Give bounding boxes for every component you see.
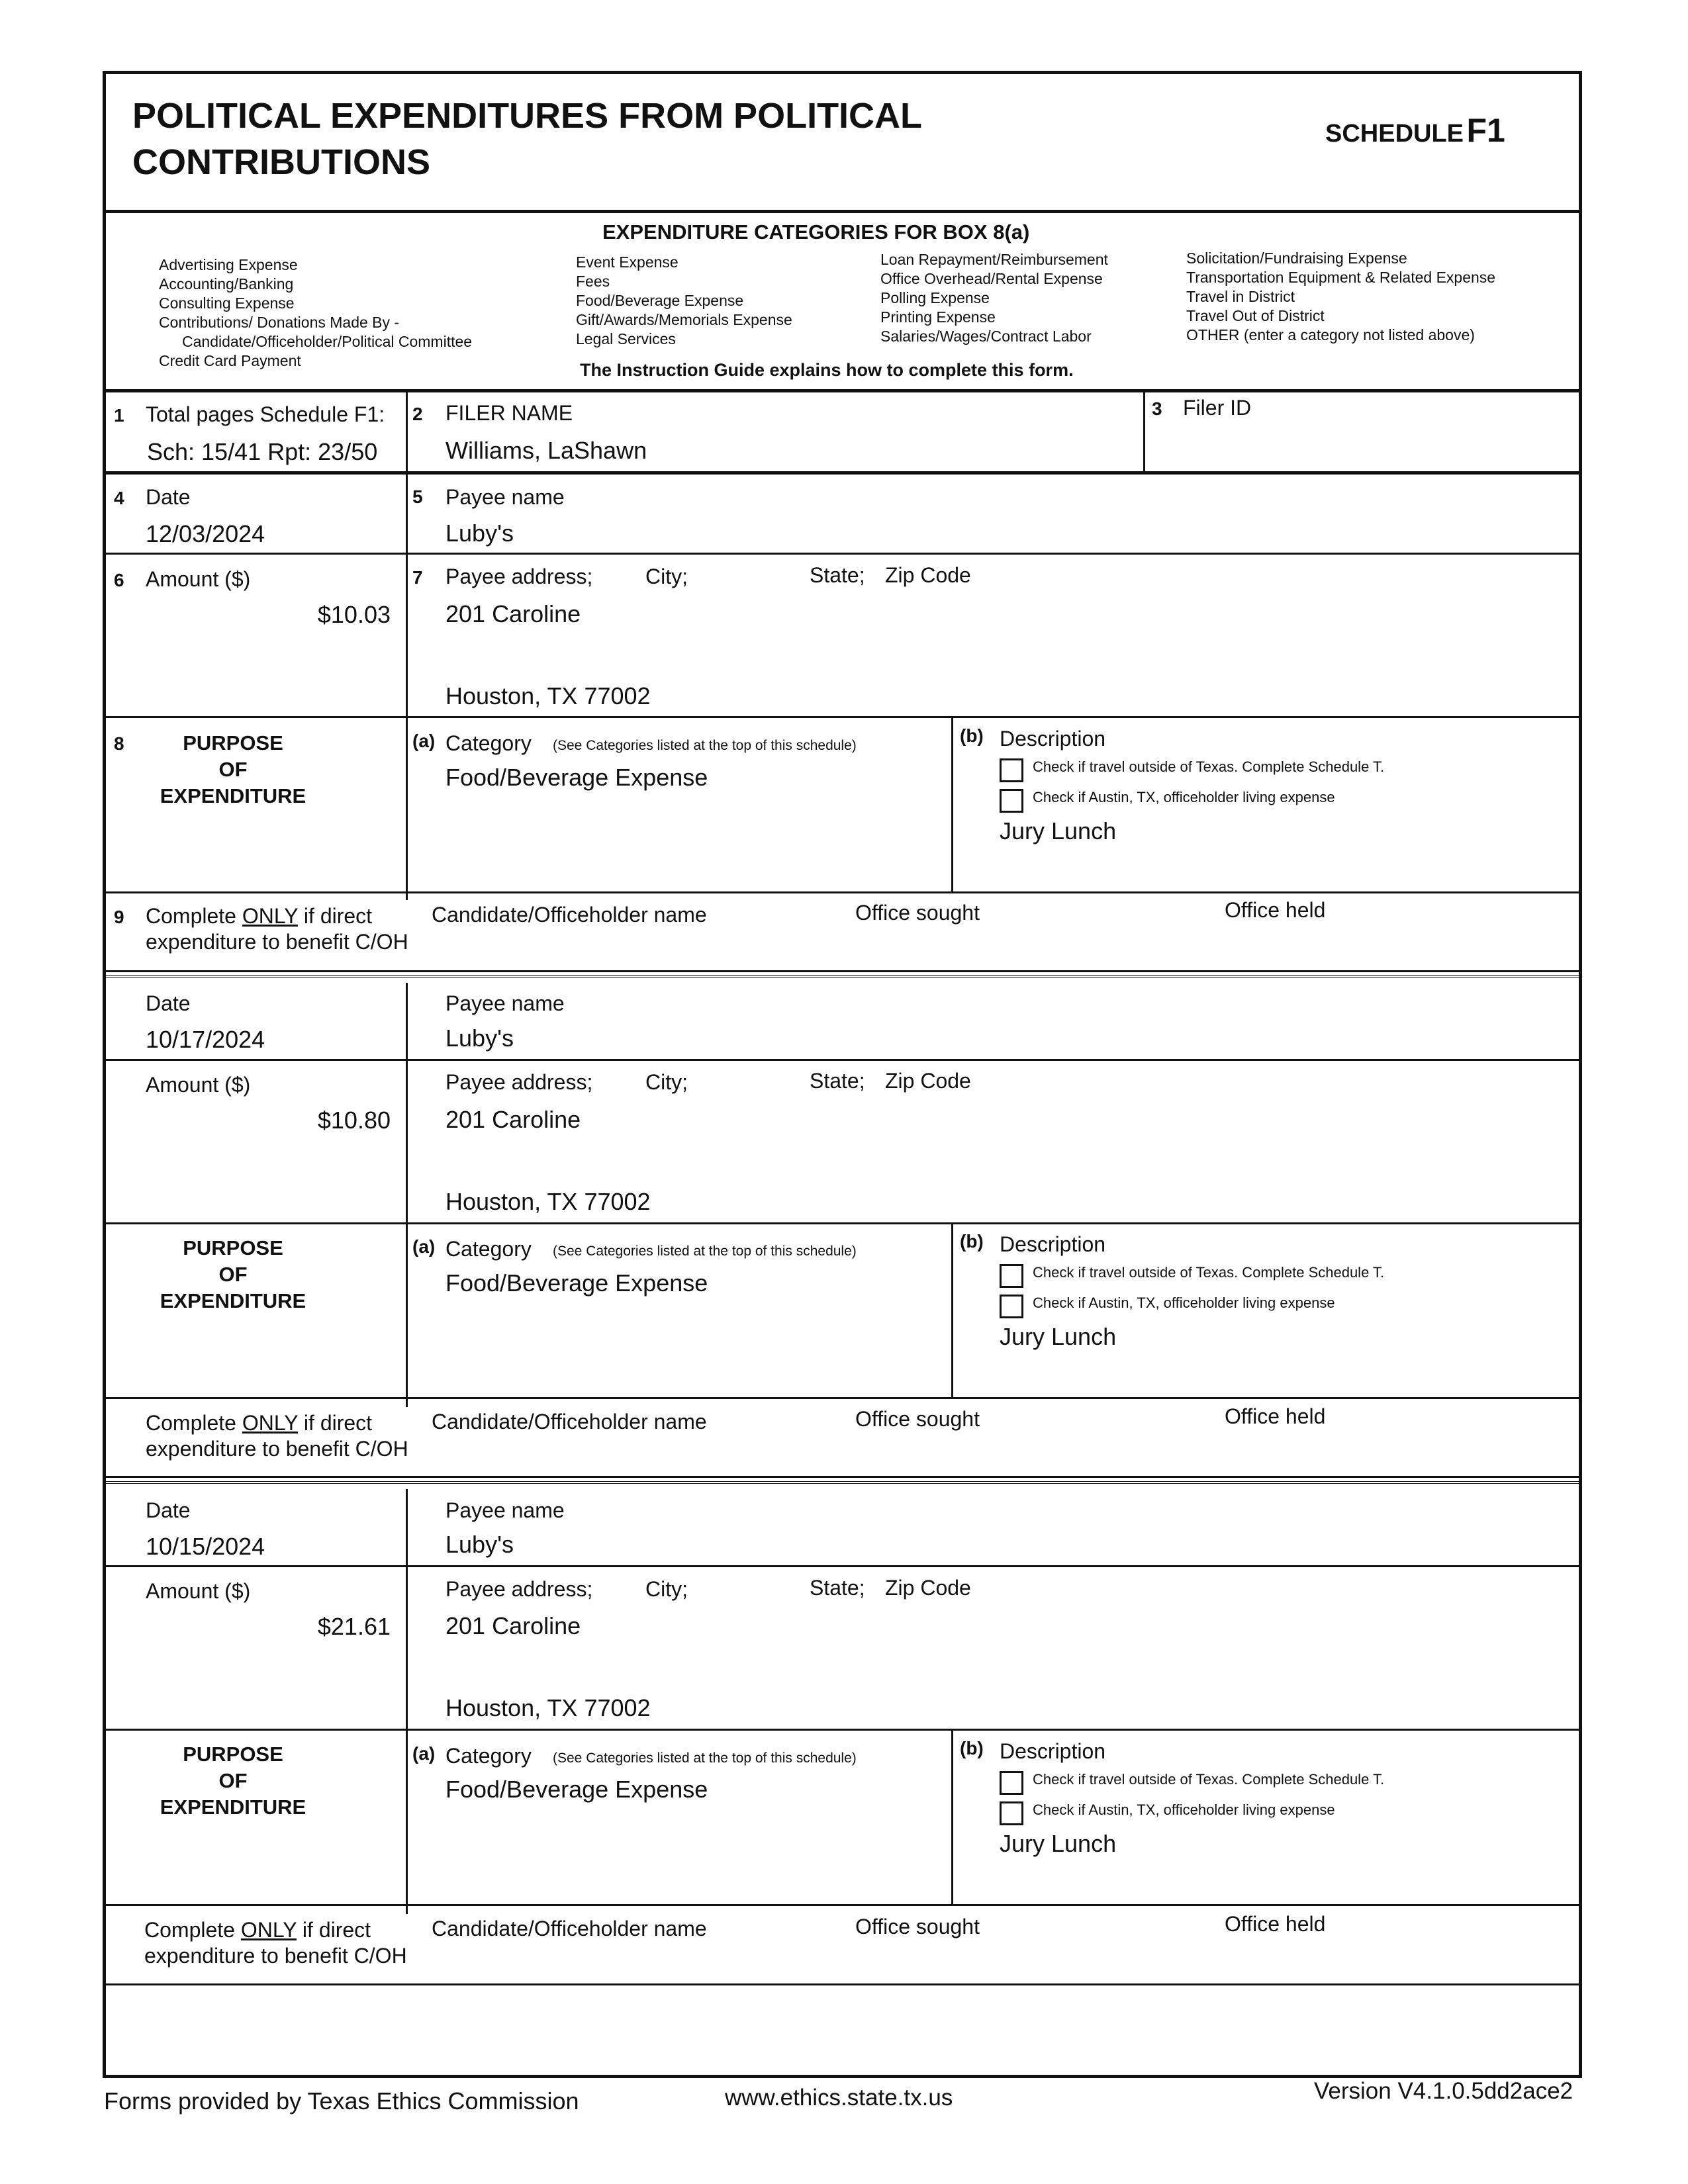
purpose-line: OF [218, 1769, 248, 1792]
payee-address-value[interactable]: 201 Caroline [445, 600, 581, 627]
complete-only-note-line2: expenditure to benefit C/OH [146, 1437, 408, 1461]
category-item: Polling Expense [880, 289, 990, 306]
category-note: (See Categories listed at the top of this schedule) [553, 1244, 857, 1259]
field-number: 9 [114, 907, 124, 927]
categories-col4 [1186, 249, 1495, 345]
purpose-line: EXPENDITURE [160, 1289, 306, 1312]
category-item: Consulting Expense [159, 295, 295, 312]
field-number: 7 [412, 567, 423, 588]
field-number: 1 [114, 405, 124, 426]
divider [105, 1565, 1581, 1567]
travel-outside-texas-label: Check if travel outside of Texas. Complete Schedule T. [1033, 758, 1385, 775]
category-item: Legal Services [576, 330, 676, 347]
divider [105, 210, 1581, 213]
form-title [132, 93, 922, 185]
category-value[interactable]: Food/Beverage Expense [445, 1776, 708, 1803]
schedule-code: F1 [1466, 112, 1505, 149]
divider [105, 1481, 1581, 1489]
field-letter: (a) [412, 1236, 436, 1257]
city-label: City; [645, 1577, 688, 1601]
field-number: 8 [114, 733, 124, 754]
field-number: 6 [114, 570, 124, 590]
category-label: Category [445, 1744, 532, 1768]
office-held-label: Office held [1225, 898, 1326, 922]
description-label: Description [1000, 727, 1106, 751]
payee-city-state-zip-value[interactable]: Houston, TX 77002 [445, 1694, 651, 1721]
office-sought-label: Office sought [855, 901, 980, 925]
divider [105, 1729, 1581, 1731]
purpose-line: PURPOSE [183, 1236, 283, 1259]
divider [105, 970, 1581, 972]
filer-name-value[interactable]: Williams, LaShawn [445, 437, 647, 464]
complete-only-note [146, 1411, 372, 1435]
purpose-of-expenditure-label [147, 730, 319, 809]
payee-address-label: Payee address; [445, 1070, 593, 1094]
filer-name-label: FILER NAME [445, 401, 573, 425]
date-value[interactable]: 10/17/2024 [146, 1026, 265, 1053]
travel-outside-texas-label: Check if travel outside of Texas. Complete Schedule T. [1033, 1264, 1385, 1281]
complete-only-note-line2: expenditure to benefit C/OH [144, 1944, 407, 1968]
category-item: Accounting/Banking [159, 275, 294, 293]
payee-name-value[interactable]: Luby's [445, 1531, 514, 1558]
amount-label: Amount ($) [146, 1579, 251, 1603]
office-sought-label: Office sought [855, 1407, 980, 1431]
complete-only: ONLY [242, 1411, 299, 1435]
office-held-label: Office held [1225, 1912, 1326, 1936]
divider [406, 1489, 408, 1914]
field-letter: (b) [960, 1738, 984, 1758]
category-item: Printing Expense [880, 308, 996, 326]
category-item: Travel Out of District [1186, 307, 1325, 324]
category-item: Office Overhead/Rental Expense [880, 270, 1103, 287]
payee-address-label: Payee address; [445, 1577, 593, 1601]
state-label: State; [810, 563, 865, 587]
total-pages-label: Total pages Schedule F1: [146, 402, 385, 426]
divider [105, 1222, 1581, 1224]
divider [406, 983, 408, 1407]
zip-label: Zip Code [885, 1576, 971, 1600]
amount-value[interactable]: $10.03 [317, 601, 391, 628]
austin-living-expense-label: Check if Austin, TX, officeholder living expense [1033, 1295, 1335, 1311]
divider [105, 1904, 1581, 1906]
footer-url[interactable]: www.ethics.state.tx.us [725, 2085, 953, 2111]
city-label: City; [645, 565, 688, 588]
purpose-line: PURPOSE [183, 731, 283, 754]
complete-only-note [144, 1918, 371, 1942]
date-value[interactable]: 10/15/2024 [146, 1533, 265, 1560]
complete-only: ONLY [242, 904, 299, 928]
filer-id-label: Filer ID [1183, 396, 1252, 420]
divider [105, 553, 1581, 555]
zip-label: Zip Code [885, 563, 971, 587]
date-value[interactable]: 12/03/2024 [146, 520, 265, 547]
travel-outside-texas-checkbox[interactable] [1000, 1264, 1023, 1288]
description-value[interactable]: Jury Lunch [1000, 1323, 1117, 1350]
payee-name-label: Payee name [445, 1498, 565, 1522]
candidate-name-label: Candidate/Officeholder name [432, 1410, 707, 1433]
category-item: Loan Repayment/Reimbursement [880, 251, 1108, 268]
office-sought-label: Office sought [855, 1915, 980, 1938]
payee-address-value[interactable]: 201 Caroline [445, 1106, 581, 1133]
date-label: Date [146, 1498, 191, 1522]
field-letter: (b) [960, 1231, 984, 1251]
total-pages-value[interactable]: Sch: 15/41 Rpt: 23/50 [147, 438, 378, 465]
category-item: Food/Beverage Expense [576, 292, 744, 309]
austin-living-expense-label: Check if Austin, TX, officeholder living expense [1033, 789, 1335, 805]
purpose-line: PURPOSE [183, 1743, 283, 1766]
complete-pre: Complete [146, 1411, 242, 1435]
payee-address-value[interactable]: 201 Caroline [445, 1612, 581, 1639]
payee-city-state-zip-value[interactable]: Houston, TX 77002 [445, 1188, 651, 1215]
complete-only-note [146, 904, 372, 929]
divider [406, 390, 408, 473]
travel-outside-texas-label: Check if travel outside of Texas. Complete Schedule T. [1033, 1771, 1385, 1788]
purpose-of-expenditure-label [147, 1741, 319, 1821]
state-label: State; [810, 1069, 865, 1093]
amount-value[interactable]: $21.61 [317, 1613, 391, 1640]
field-number: 4 [114, 488, 124, 508]
amount-value[interactable]: $10.80 [317, 1107, 391, 1134]
complete-pre: Complete [144, 1918, 241, 1942]
category-item: Travel in District [1186, 288, 1295, 305]
city-label: City; [645, 1070, 688, 1094]
divider [951, 1224, 953, 1398]
description-label: Description [1000, 1232, 1106, 1256]
category-item: Salaries/Wages/Contract Labor [880, 328, 1092, 345]
zip-label: Zip Code [885, 1069, 971, 1093]
payee-name-value[interactable]: Luby's [445, 1024, 514, 1052]
amount-label: Amount ($) [146, 1073, 251, 1097]
divider [105, 1397, 1581, 1399]
schedule-label: SCHEDULE [1325, 120, 1464, 148]
complete-post: if direct [298, 904, 373, 928]
divider [105, 1059, 1581, 1061]
purpose-line: OF [218, 1263, 248, 1286]
category-item: Solicitation/Fundraising Expense [1186, 250, 1407, 267]
category-value[interactable]: Food/Beverage Expense [445, 1269, 708, 1297]
description-label: Description [1000, 1739, 1106, 1763]
payee-name-value[interactable]: Luby's [445, 520, 514, 547]
category-item: Contributions/ Donations Made By - [159, 314, 400, 331]
footer-version: Version V4.1.0.5dd2ace2 [1314, 2078, 1573, 2104]
categories-col1 [159, 255, 472, 371]
travel-outside-texas-checkbox[interactable] [1000, 1771, 1023, 1795]
payee-address-label: Payee address; [445, 565, 593, 588]
complete-post: if direct [298, 1411, 373, 1435]
austin-living-expense-checkbox[interactable] [1000, 1295, 1023, 1318]
date-label: Date [146, 485, 191, 509]
divider [105, 389, 1581, 392]
complete-only-note-line2: expenditure to benefit C/OH [146, 930, 408, 954]
category-note: (See Categories listed at the top of this schedule) [553, 738, 857, 753]
category-label: Category [445, 1237, 532, 1261]
divider [1143, 390, 1145, 473]
category-item: Candidate/Officeholder/Political Committee [182, 333, 473, 350]
form-title-line2: CONTRIBUTIONS [132, 142, 430, 182]
divider [951, 717, 953, 892]
description-value[interactable]: Jury Lunch [1000, 817, 1117, 844]
payee-city-state-zip-value[interactable]: Houston, TX 77002 [445, 682, 651, 709]
categories-col2 [576, 253, 792, 349]
category-value[interactable]: Food/Beverage Expense [445, 764, 708, 791]
field-number: 2 [412, 404, 423, 424]
form-title-line1: POLITICAL EXPENDITURES FROM POLITICAL [132, 96, 923, 136]
amount-label: Amount ($) [146, 567, 251, 591]
category-item: Transportation Equipment & Related Expense [1186, 269, 1496, 286]
category-note: (See Categories listed at the top of this schedule) [553, 1751, 857, 1766]
travel-outside-texas-checkbox[interactable] [1000, 758, 1023, 782]
schedule-id [1325, 111, 1505, 150]
category-item: OTHER (enter a category not listed above) [1186, 326, 1475, 343]
purpose-line: EXPENDITURE [160, 1796, 306, 1819]
purpose-line: EXPENDITURE [160, 784, 306, 807]
description-value[interactable]: Jury Lunch [1000, 1830, 1117, 1857]
candidate-name-label: Candidate/Officeholder name [432, 1917, 707, 1940]
field-number: 3 [1152, 398, 1162, 419]
category-item: Advertising Expense [159, 256, 298, 273]
divider [105, 891, 1581, 893]
category-item: Gift/Awards/Memorials Expense [576, 311, 792, 328]
field-number: 5 [412, 486, 423, 507]
payee-name-label: Payee name [445, 485, 565, 509]
candidate-name-label: Candidate/Officeholder name [432, 903, 707, 927]
categories-col3 [880, 250, 1108, 346]
complete-only: ONLY [240, 1918, 297, 1942]
divider [406, 473, 408, 900]
austin-living-expense-checkbox[interactable] [1000, 1801, 1023, 1825]
category-item: Event Expense [576, 253, 679, 271]
date-label: Date [146, 991, 191, 1015]
instruction-note: The Instruction Guide explains how to complete this form. [580, 360, 1074, 380]
complete-post: if direct [297, 1918, 371, 1942]
footer-provider: Forms provided by Texas Ethics Commission [104, 2087, 579, 2115]
category-item: Credit Card Payment [159, 352, 301, 369]
categories-heading: EXPENDITURE CATEGORIES FOR BOX 8(a) [602, 220, 1030, 244]
payee-name-label: Payee name [445, 991, 565, 1015]
purpose-line: OF [218, 758, 248, 781]
category-item: Fees [576, 273, 610, 290]
divider [951, 1730, 953, 1905]
field-letter: (a) [412, 1743, 436, 1764]
office-held-label: Office held [1225, 1404, 1326, 1428]
divider [105, 1476, 1581, 1478]
austin-living-expense-label: Check if Austin, TX, officeholder living expense [1033, 1801, 1335, 1818]
state-label: State; [810, 1576, 865, 1600]
austin-living-expense-checkbox[interactable] [1000, 789, 1023, 813]
complete-pre: Complete [146, 904, 242, 928]
category-label: Category [445, 731, 532, 755]
field-letter: (b) [960, 725, 984, 746]
divider [105, 471, 1581, 475]
divider [105, 716, 1581, 718]
field-letter: (a) [412, 731, 436, 751]
divider [105, 1983, 1581, 1985]
divider [105, 975, 1581, 983]
purpose-of-expenditure-label [147, 1235, 319, 1314]
